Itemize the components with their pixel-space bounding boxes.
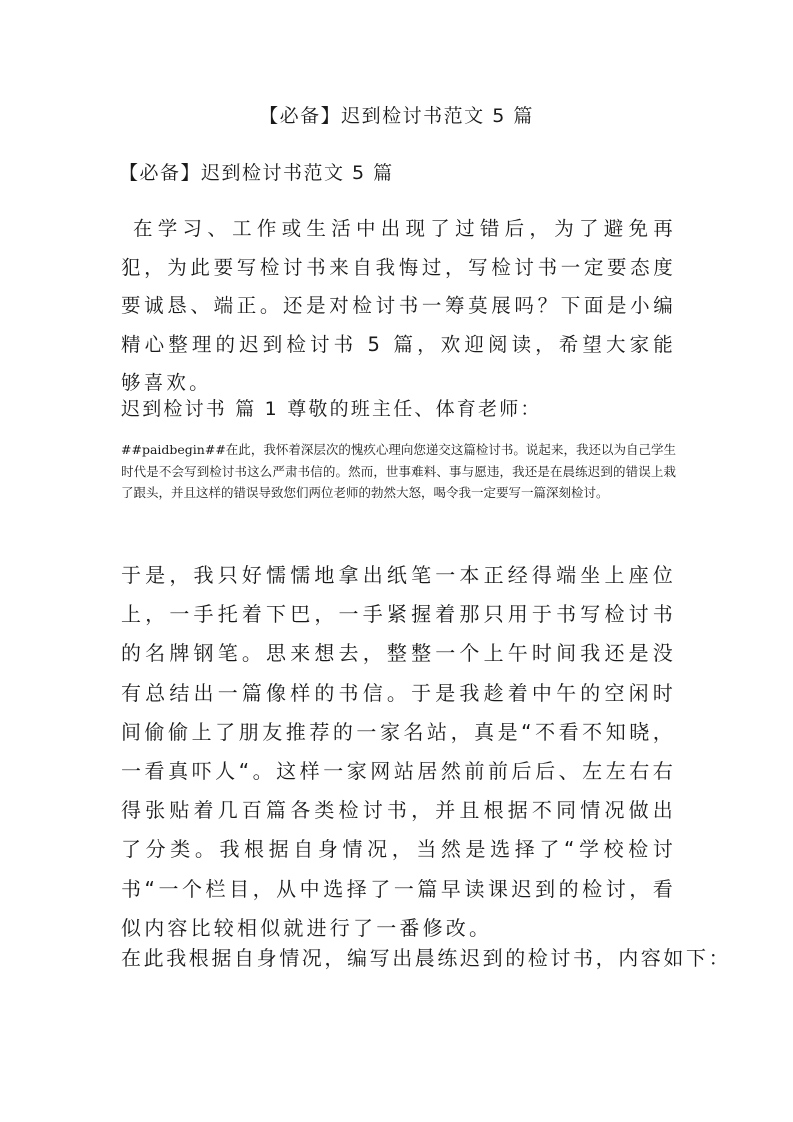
closing-line: 在此我根据自身情况，编写出晨练迟到的检讨书，内容如下： (121, 946, 732, 970)
document-title: 【必备】迟到检讨书范文 5 篇 (259, 105, 534, 127)
section-heading: 迟到检讨书 篇 1 尊敬的班主任、体育老师： (121, 398, 542, 420)
document-subtitle: 【必备】迟到检讨书范文 5 篇 (119, 162, 394, 184)
body-paragraph: 于是，我只好懦懦地拿出纸笔一本正经得端坐上座位上，一手托着下巴，一手紧握着那只用于书写检讨书的名牌钢笔。思来想去，整整一个上午时间我还是没有总结出一篇像样的书信。于是我趁着中午的空闲时间偷偷上了朋友推荐的一家名站，真是“不看不知晓，一看真吓人“。这样一家网站居然前前后后、左左右右得张贴着几百篇各类检讨书，并且根据不同情况做出了分类。我根据自身情况，当然是选择了“学校检讨书“一个栏目，从中选择了一篇早读课迟到的检讨，看似内容比较相似就进行了一番修改。 (121, 563, 676, 940)
intro-paragraph: 在学习、工作或生活中出现了过错后，为了避免再犯，为此要写检讨书来自我悔过，写检讨书一定要态度要诚恳、端正。还是对检讨书一筹莫展吗？下面是小编精心整理的迟到检讨书 5 篇，欢迎阅读，希望大家能够喜欢。 (121, 217, 676, 394)
small-print-paragraph: ##paidbegin##在此，我怀着深层次的愧疚心理向您递交这篇检讨书。说起来，我还以为自己学生时代是不会写到检讨书这么严肃书信的。然而，世事难料、事与愿违，我还是在晨练迟到的错误上栽了跟头，并且这样的错误导致您们两位老师的勃然大怒，喝令我一定要写一篇深刻检讨。 (121, 442, 676, 500)
